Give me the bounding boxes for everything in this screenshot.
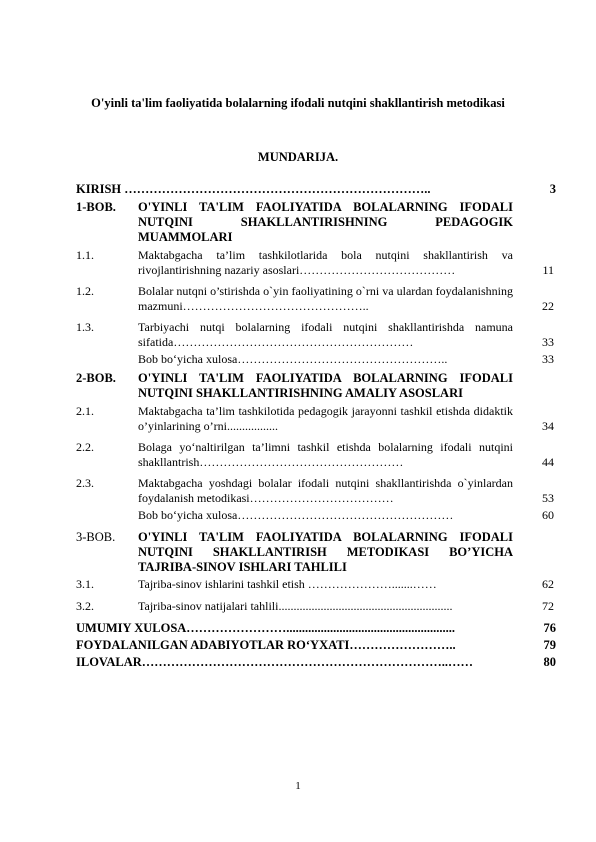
toc-section-2-3[interactable] (76, 476, 576, 506)
toc-entry-text: KIRISH ……………………………………………………………….. (76, 182, 431, 196)
toc-entry-conclusion[interactable] (76, 621, 576, 636)
table-of-contents (76, 182, 576, 670)
toc-section-2-2[interactable] (76, 440, 576, 470)
toc-entry-text: Tajriba-sinov natijalari tahlili.......................................................... (138, 599, 453, 613)
toc-chapter-number: 2-BOB. (76, 371, 116, 385)
toc-page-number: 79 (543, 638, 556, 652)
toc-entry-text: Maktabgacha yoshdagi bolalar ifodali nutqini shakllantirishda o`yinlardan foydalanish metodikasi……………………………… (138, 476, 513, 505)
toc-entry-text: Maktabgacha ta’lim tashkilotlarida bola nutqini shakllantirish va rivojlantirishning nazariy asoslari………………………………… (138, 248, 513, 277)
toc-entry-text: Bolaga yo‘naltirilgan ta’limni tashkil etishda bolalarning ifodali nutqini shakllantrish…………………………………………… (138, 440, 513, 469)
toc-section-number: 3.2. (76, 599, 94, 613)
contents-heading: MUNDARIJA. (257, 150, 339, 164)
toc-page-number: 3 (549, 182, 556, 196)
toc-entry-text: Bob bo‘yicha xulosa…………………………………………….. (138, 352, 448, 366)
document-title: O'yinli ta'lim faoliyatida bolalarning ifodali nutqini shakllantirish metodikasi (91, 96, 505, 110)
toc-section-number: 1.2. (76, 284, 94, 298)
toc-entry-text: Tajriba-sinov ishlarini tashkil etish ………………….......…… (138, 577, 437, 591)
toc-section-number: 1.1. (76, 248, 94, 262)
toc-chapter-number: 1-BOB. (76, 200, 116, 214)
toc-section-1-3[interactable] (76, 320, 576, 350)
toc-entry-text: ILOVALAR………………………………………………………………..…… (76, 655, 474, 669)
toc-page-number: 44 (542, 455, 554, 469)
toc-section-number: 2.2. (76, 440, 94, 454)
toc-section-number: 3.1. (76, 577, 94, 591)
page-number: 1 (295, 780, 301, 792)
toc-chapter-1[interactable] (76, 200, 576, 245)
toc-chapter-1-summary[interactable] (76, 352, 576, 367)
toc-page-number: 11 (542, 263, 554, 277)
toc-page-number: 62 (542, 577, 554, 591)
toc-entry-text: O'YINLI TA'LIM FAOLIYATIDA BOLALARNING IFODALI NUTQINI SHAKLLANTIRISHNING AMALIY ASOSLARI (138, 371, 513, 400)
toc-chapter-number: 3-BOB. (76, 530, 116, 544)
toc-chapter-2-summary[interactable] (76, 508, 576, 523)
toc-entry-text: O'YINLI TA'LIM FAOLIYATIDA BOLALARNING IFODALI NUTQINI SHAKLLANTIRISHNING PEDAGOGIK MUAMMOLARI (138, 200, 513, 244)
toc-page-number: 22 (542, 299, 554, 313)
toc-entry-kirish[interactable] (76, 182, 576, 197)
toc-entry-text: Bob bo‘yicha xulosa……………………………………………… (138, 508, 454, 522)
toc-page-number: 76 (543, 621, 556, 635)
toc-chapter-2[interactable] (76, 371, 576, 401)
toc-page-number: 33 (542, 352, 554, 366)
toc-entry-text: Tarbiyachi nutqi bolalarning ifodali nutqini shakllantirishda namuna sifatida…………………………………………………… (138, 320, 513, 349)
toc-chapter-3[interactable] (76, 530, 576, 575)
toc-entry-references[interactable] (76, 638, 576, 653)
toc-section-1-1[interactable] (76, 248, 576, 278)
toc-page-number: 34 (542, 419, 554, 433)
toc-entry-text: Bolalar nutqni o’stirishda o`yin faoliyatining o`rni va ulardan foydalanishning mazmuni……………………………………….. (138, 284, 513, 313)
toc-section-number: 2.3. (76, 476, 94, 490)
toc-page-number: 80 (543, 655, 556, 669)
toc-section-number: 2.1. (76, 404, 94, 418)
toc-entry-text: Maktabgacha ta’lim tashkilotida pedagogik jarayonni tashkil etishda didaktik o’yinlarining o’rni................. (138, 404, 513, 433)
toc-section-1-2[interactable] (76, 284, 576, 314)
toc-entry-appendices[interactable] (76, 655, 576, 670)
toc-page-number: 72 (542, 599, 554, 613)
toc-entry-text: O'YINLI TA'LIM FAOLIYATIDA BOLALARNING IFODALI NUTQINI SHAKLLANTIRISH METODIKASI BO’YICHA TAJRIBA-SINOV ISHLARI TAHLILI (138, 530, 513, 574)
toc-page-number: 33 (542, 335, 554, 349)
toc-entry-text: FOYDALANILGAN ADABIYOTLAR RO‘YXATI…………………….. (76, 638, 456, 652)
toc-page-number: 60 (542, 508, 554, 522)
toc-section-3-1[interactable] (76, 577, 576, 592)
toc-section-3-2[interactable] (76, 599, 576, 614)
toc-page-number: 53 (542, 491, 554, 505)
toc-section-2-1[interactable] (76, 404, 576, 434)
toc-section-number: 1.3. (76, 320, 94, 334)
toc-entry-text: UMUMIY XULOSA……………………...................................................... (76, 621, 456, 635)
